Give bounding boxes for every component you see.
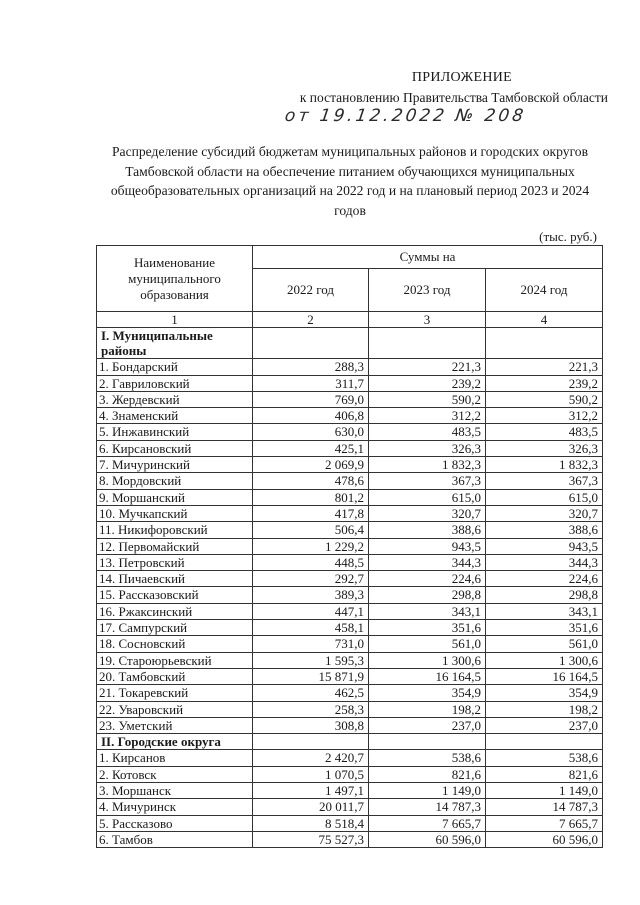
- value-2022: 292,7: [253, 571, 369, 587]
- municipality-name: 23. Уметский: [97, 717, 253, 733]
- document-title: Распределение субсидий бюджетам муниципальных районов и городских округов Тамбовской области на обеспечение питанием обучающихся муниципальных общеобразовательных организаций на 2022 год и на плановый период 2023 и 2024 годов: [110, 144, 590, 218]
- appendix-subtitle: к постановлению Правительства Тамбовской области: [299, 90, 608, 105]
- value-2024: 354,9: [486, 685, 603, 701]
- value-2024: 351,6: [486, 620, 603, 636]
- municipality-name: 6. Кирсановский: [97, 440, 253, 456]
- table-row: [97, 440, 603, 456]
- year-2022-header: 2022 год: [253, 269, 369, 312]
- table-row: [97, 783, 603, 799]
- value-2023: 561,0: [369, 636, 486, 652]
- value-2022: 630,0: [253, 424, 369, 440]
- value-2023: 320,7: [369, 505, 486, 521]
- table-row: [97, 505, 603, 521]
- municipality-name: 5. Рассказово: [97, 815, 253, 831]
- municipality-name: 6. Тамбов: [97, 831, 253, 847]
- value-2022: 1 497,1: [253, 783, 369, 799]
- value-2022: 506,4: [253, 522, 369, 538]
- value-2024: 7 665,7: [486, 815, 603, 831]
- value-2024: 312,2: [486, 408, 603, 424]
- col-number: 2: [253, 312, 369, 328]
- value-2024: 1 149,0: [486, 783, 603, 799]
- municipality-name: 5. Инжавинский: [97, 424, 253, 440]
- value-2022: 458,1: [253, 620, 369, 636]
- value-2023: 1 832,3: [369, 457, 486, 473]
- municipality-name: 4. Мичуринск: [97, 799, 253, 815]
- table-row: [97, 408, 603, 424]
- table-row: [97, 603, 603, 619]
- value-2022: 1 070,5: [253, 766, 369, 782]
- value-2022: 308,8: [253, 717, 369, 733]
- table-row: [97, 799, 603, 815]
- value-2024: 298,8: [486, 587, 603, 603]
- header-row: [97, 246, 603, 269]
- table-row: [97, 636, 603, 652]
- municipality-name: 12. Первомайский: [97, 538, 253, 554]
- municipality-name: 2. Гавриловский: [97, 375, 253, 391]
- value-2023: 388,6: [369, 522, 486, 538]
- table-row: [97, 473, 603, 489]
- value-2022: 389,3: [253, 587, 369, 603]
- value-2023: 538,6: [369, 750, 486, 766]
- value-2023: 615,0: [369, 489, 486, 505]
- empty-cell: [369, 734, 486, 750]
- municipality-name: 1. Кирсанов: [97, 750, 253, 766]
- value-2023: 14 787,3: [369, 799, 486, 815]
- municipality-name: 22. Уваровский: [97, 701, 253, 717]
- table-row: [97, 359, 603, 375]
- value-2024: 615,0: [486, 489, 603, 505]
- value-2024: 237,0: [486, 717, 603, 733]
- table-row: [97, 424, 603, 440]
- value-2024: 483,5: [486, 424, 603, 440]
- value-2023: 821,6: [369, 766, 486, 782]
- value-2023: 344,3: [369, 554, 486, 570]
- col-name-header: Наименование муниципального образования: [97, 246, 253, 312]
- value-2023: 298,8: [369, 587, 486, 603]
- table-row: [97, 391, 603, 407]
- value-2023: 343,1: [369, 603, 486, 619]
- municipality-name: 19. Староюрьевский: [97, 652, 253, 668]
- value-2023: 326,3: [369, 440, 486, 456]
- municipality-name: 11. Никифоровский: [97, 522, 253, 538]
- section-title: I. Муниципальные районы: [97, 328, 253, 359]
- value-2024: 388,6: [486, 522, 603, 538]
- municipality-name: 9. Моршанский: [97, 489, 253, 505]
- table-row: [97, 652, 603, 668]
- value-2022: 417,8: [253, 505, 369, 521]
- value-2022: 8 518,4: [253, 815, 369, 831]
- value-2023: 483,5: [369, 424, 486, 440]
- value-2022: 769,0: [253, 391, 369, 407]
- table-row: [97, 717, 603, 733]
- value-2022: 288,3: [253, 359, 369, 375]
- empty-cell: [486, 734, 603, 750]
- value-2023: 7 665,7: [369, 815, 486, 831]
- value-2022: 1 595,3: [253, 652, 369, 668]
- table-row: [97, 489, 603, 505]
- municipality-name: 15. Рассказовский: [97, 587, 253, 603]
- value-2023: 312,2: [369, 408, 486, 424]
- value-2022: 311,7: [253, 375, 369, 391]
- value-2023: 1 149,0: [369, 783, 486, 799]
- value-2024: 538,6: [486, 750, 603, 766]
- value-2023: 237,0: [369, 717, 486, 733]
- empty-cell: [253, 734, 369, 750]
- table-row: [97, 457, 603, 473]
- value-2023: 221,3: [369, 359, 486, 375]
- municipality-name: 2. Котовск: [97, 766, 253, 782]
- subsidy-table: [96, 245, 603, 848]
- value-2023: 367,3: [369, 473, 486, 489]
- value-2024: 943,5: [486, 538, 603, 554]
- value-2022: 20 011,7: [253, 799, 369, 815]
- year-2024-header: 2024 год: [486, 269, 603, 312]
- municipality-name: 8. Мордовский: [97, 473, 253, 489]
- municipality-name: 3. Жердевский: [97, 391, 253, 407]
- col-number: 3: [369, 312, 486, 328]
- table-row: [97, 620, 603, 636]
- value-2023: 16 164,5: [369, 668, 486, 684]
- value-2024: 344,3: [486, 554, 603, 570]
- section-row: [97, 328, 603, 359]
- value-2023: 198,2: [369, 701, 486, 717]
- empty-cell: [253, 328, 369, 359]
- value-2022: 447,1: [253, 603, 369, 619]
- value-2022: 2 069,9: [253, 457, 369, 473]
- value-2022: 2 420,7: [253, 750, 369, 766]
- value-2022: 478,6: [253, 473, 369, 489]
- municipality-name: 3. Моршанск: [97, 783, 253, 799]
- column-number-row: [97, 312, 603, 328]
- value-2024: 821,6: [486, 766, 603, 782]
- table-row: [97, 815, 603, 831]
- value-2024: 320,7: [486, 505, 603, 521]
- value-2023: 1 300,6: [369, 652, 486, 668]
- value-2022: 425,1: [253, 440, 369, 456]
- table-row: [97, 522, 603, 538]
- table-body: [97, 328, 603, 848]
- table-row: [97, 375, 603, 391]
- value-2023: 60 596,0: [369, 831, 486, 847]
- col-number: 4: [486, 312, 603, 328]
- value-2024: 239,2: [486, 375, 603, 391]
- table-row: [97, 587, 603, 603]
- value-2023: 224,6: [369, 571, 486, 587]
- col-number: 1: [97, 312, 253, 328]
- municipality-name: 16. Ржаксинский: [97, 603, 253, 619]
- municipality-name: 20. Тамбовский: [97, 668, 253, 684]
- empty-cell: [486, 328, 603, 359]
- value-2024: 326,3: [486, 440, 603, 456]
- value-2024: 221,3: [486, 359, 603, 375]
- value-2022: 1 229,2: [253, 538, 369, 554]
- municipality-name: 17. Сампурский: [97, 620, 253, 636]
- table-row: [97, 766, 603, 782]
- value-2024: 224,6: [486, 571, 603, 587]
- value-2024: 561,0: [486, 636, 603, 652]
- value-2024: 367,3: [486, 473, 603, 489]
- value-2024: 16 164,5: [486, 668, 603, 684]
- table-row: [97, 685, 603, 701]
- municipality-name: 18. Сосновский: [97, 636, 253, 652]
- municipality-name: 21. Токаревский: [97, 685, 253, 701]
- value-2024: 14 787,3: [486, 799, 603, 815]
- value-2023: 239,2: [369, 375, 486, 391]
- table-row: [97, 701, 603, 717]
- value-2024: 198,2: [486, 701, 603, 717]
- value-2022: 406,8: [253, 408, 369, 424]
- value-2023: 351,6: [369, 620, 486, 636]
- municipality-name: 14. Пичаевский: [97, 571, 253, 587]
- table-row: [97, 571, 603, 587]
- value-2022: 15 871,9: [253, 668, 369, 684]
- value-2022: 258,3: [253, 701, 369, 717]
- value-2022: 731,0: [253, 636, 369, 652]
- value-2024: 60 596,0: [486, 831, 603, 847]
- municipality-name: 4. Знаменский: [97, 408, 253, 424]
- value-2024: 590,2: [486, 391, 603, 407]
- value-2022: 75 527,3: [253, 831, 369, 847]
- municipality-name: 1. Бондарский: [97, 359, 253, 375]
- units-label: (тыс. руб.): [539, 229, 597, 244]
- sums-header: Суммы на: [253, 246, 603, 269]
- section-title: II. Городские округа: [97, 734, 253, 750]
- value-2024: 343,1: [486, 603, 603, 619]
- value-2024: 1 300,6: [486, 652, 603, 668]
- section-row: [97, 734, 603, 750]
- handwritten-date-number: от 19.12.2022 № 208: [283, 106, 528, 126]
- table-row: [97, 750, 603, 766]
- table-row: [97, 831, 603, 847]
- value-2024: 1 832,3: [486, 457, 603, 473]
- value-2022: 462,5: [253, 685, 369, 701]
- value-2023: 943,5: [369, 538, 486, 554]
- table-row: [97, 554, 603, 570]
- municipality-name: 13. Петровский: [97, 554, 253, 570]
- table-row: [97, 668, 603, 684]
- value-2022: 801,2: [253, 489, 369, 505]
- value-2023: 590,2: [369, 391, 486, 407]
- year-2023-header: 2023 год: [369, 269, 486, 312]
- municipality-name: 10. Мучкапский: [97, 505, 253, 521]
- value-2022: 448,5: [253, 554, 369, 570]
- empty-cell: [369, 328, 486, 359]
- appendix-title: ПРИЛОЖЕНИЕ: [411, 70, 512, 85]
- municipality-name: 7. Мичуринский: [97, 457, 253, 473]
- table-row: [97, 538, 603, 554]
- value-2023: 354,9: [369, 685, 486, 701]
